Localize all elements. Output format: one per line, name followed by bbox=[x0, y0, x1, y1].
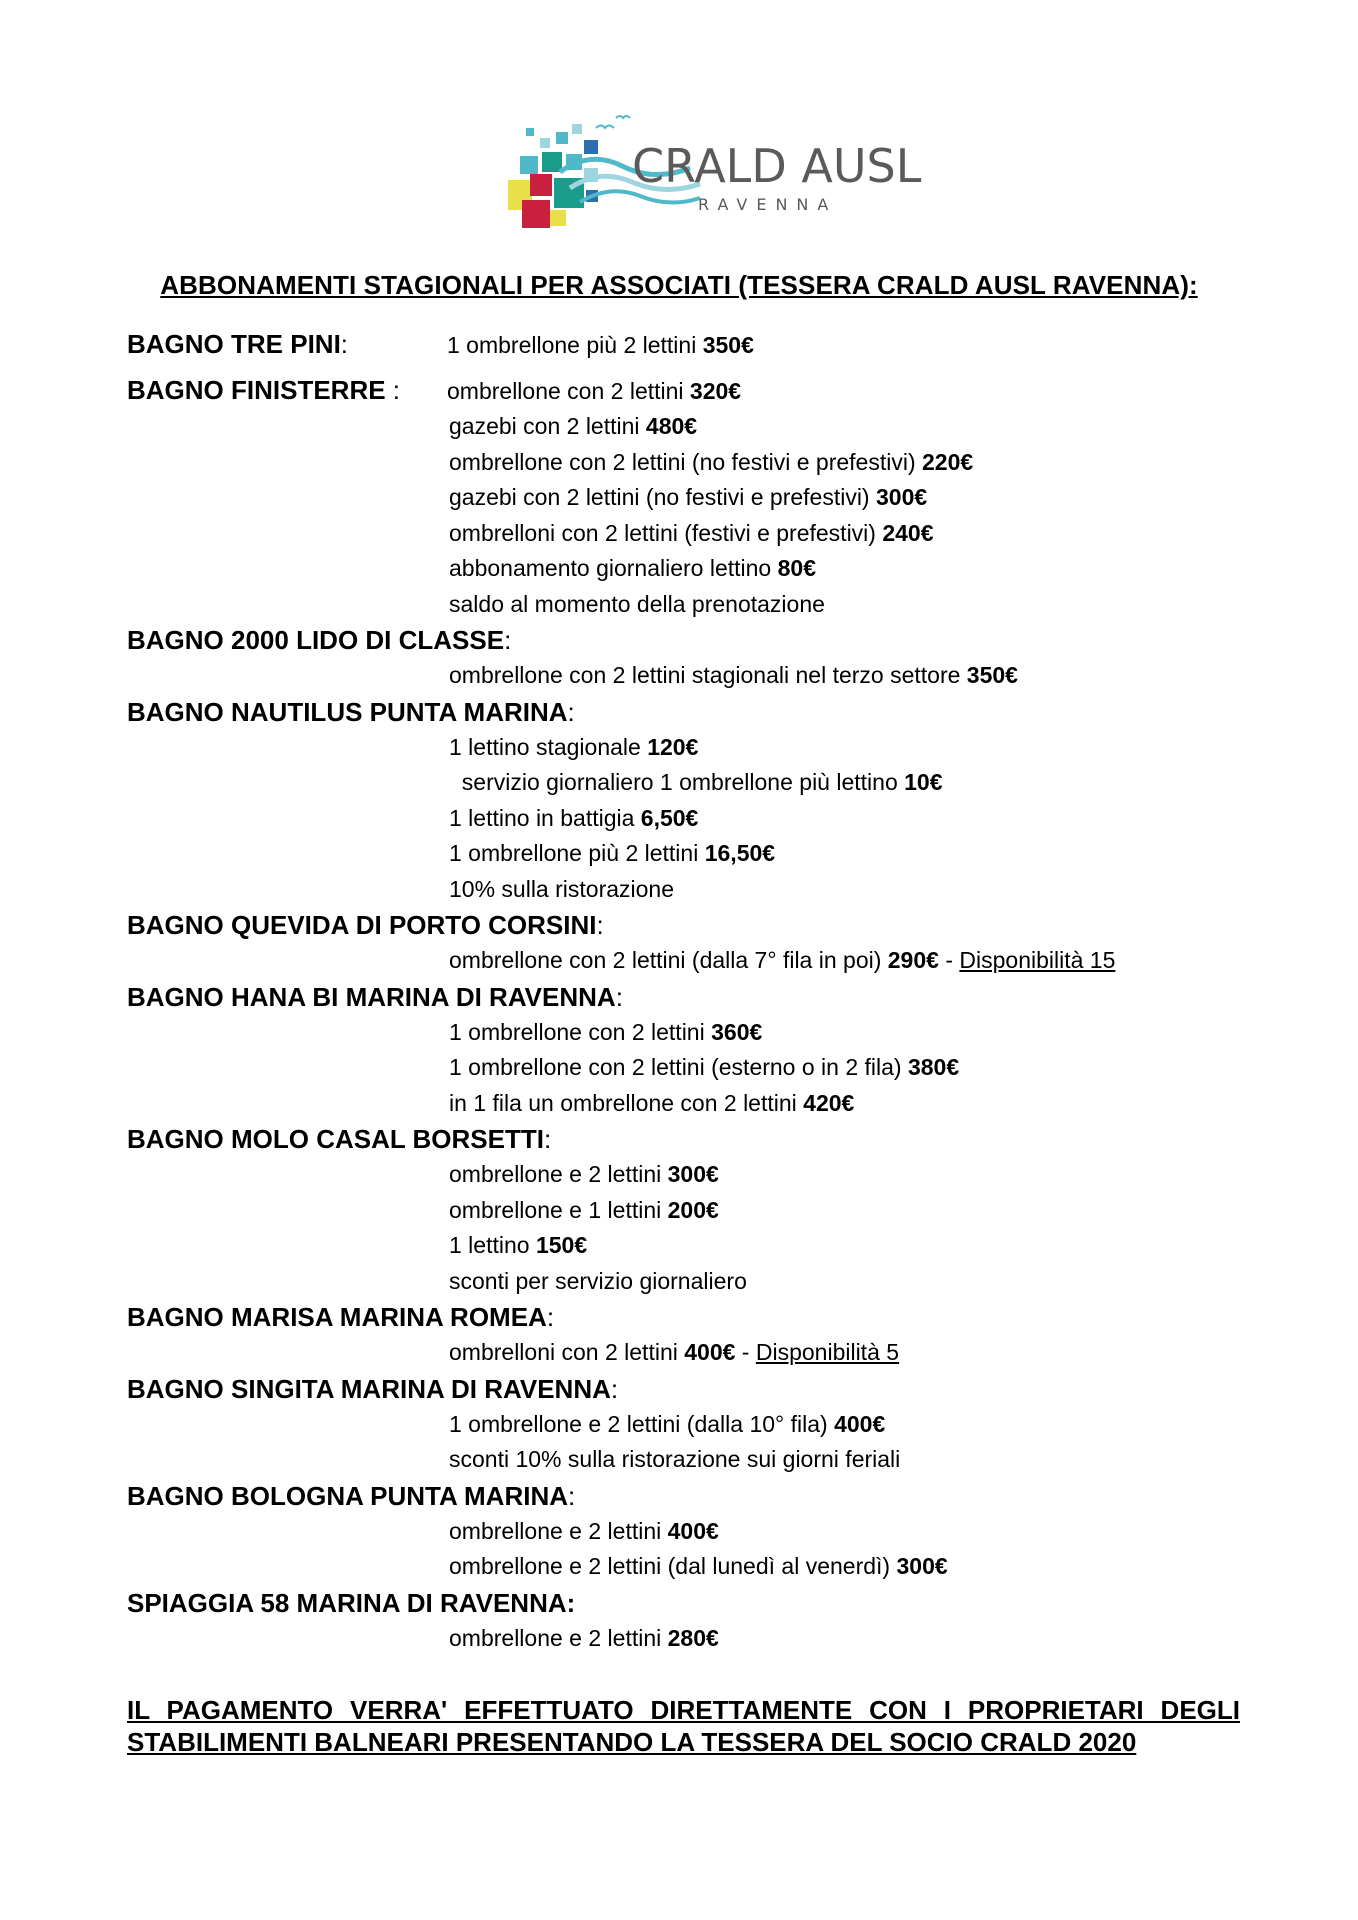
bath-name-text: BAGNO BOLOGNA PUNTA MARINA bbox=[127, 1480, 569, 1511]
bath-name-suffix: : bbox=[567, 696, 575, 727]
bath-name bbox=[127, 979, 1247, 1015]
logo-city: RAVENNA bbox=[698, 195, 838, 214]
logo-square bbox=[530, 174, 552, 196]
bath-block bbox=[127, 1585, 1247, 1657]
item-description: ombrellone e 2 lettini bbox=[449, 1517, 668, 1544]
item-description: 1 ombrellone più 2 lettini bbox=[447, 332, 703, 358]
item-price: 400€ bbox=[667, 1517, 719, 1544]
item-description: ombrellone con 2 lettini stagionali nel terzo settore bbox=[449, 662, 967, 688]
item-description: ombrellone e 2 lettini (dal lunedì al venerdì) bbox=[449, 1553, 897, 1579]
price-item bbox=[127, 872, 1247, 908]
logo-square bbox=[526, 128, 534, 136]
bath-name-text: SPIAGGIA 58 MARINA DI RAVENNA: bbox=[127, 1587, 576, 1618]
bath-name-text: BAGNO 2000 LIDO DI CLASSE bbox=[127, 625, 505, 655]
item-description: 1 lettino stagionale bbox=[449, 733, 648, 760]
logo-square bbox=[550, 210, 566, 226]
item-description: servizio giornaliero 1 ombrellone più lettino bbox=[449, 769, 905, 795]
item-description: 1 ombrellone con 2 lettini bbox=[449, 1018, 712, 1045]
bath-name bbox=[127, 326, 447, 362]
item-description: 1 ombrellone più 2 lettini bbox=[449, 840, 705, 866]
bath-name-text: BAGNO QUEVIDA DI PORTO CORSINI bbox=[127, 910, 597, 940]
item-separator: - bbox=[735, 1339, 756, 1365]
bath-block bbox=[127, 1121, 1247, 1299]
price-item bbox=[127, 1157, 1247, 1193]
bath-name-suffix: : bbox=[610, 1373, 619, 1404]
logo-square bbox=[584, 140, 598, 154]
logo-brand: CRALD AUSL bbox=[632, 139, 922, 193]
bath-name-suffix: : bbox=[340, 329, 349, 359]
price-item bbox=[447, 374, 741, 410]
price-item bbox=[127, 801, 1247, 837]
payment-notice: IL PAGAMENTO VERRA' EFFETTUATO DIRETTAMENTE CON I PROPRIETARI DEGLI STABILIMENTI BALNEARI PRESENTANDO LA TESSERA DEL SOCIO CRALD 2020 bbox=[127, 1695, 1240, 1757]
price-item bbox=[127, 1086, 1247, 1122]
bath-block bbox=[127, 694, 1247, 908]
item-price: 6,50€ bbox=[640, 804, 699, 831]
item-description: sconti 10% sulla ristorazione sui giorni feriali bbox=[449, 1446, 901, 1472]
bath-name-suffix: : bbox=[546, 1302, 555, 1332]
bath-block bbox=[127, 1299, 1247, 1371]
price-item bbox=[127, 658, 1247, 694]
bath-name-text: BAGNO HANA BI MARINA DI RAVENNA bbox=[127, 981, 616, 1012]
item-price: 420€ bbox=[803, 1089, 855, 1116]
item-price: 120€ bbox=[647, 733, 699, 760]
price-item bbox=[127, 1621, 1247, 1657]
price-item bbox=[127, 1549, 1247, 1585]
item-description: 10% sulla ristorazione bbox=[449, 875, 675, 902]
item-price: 240€ bbox=[882, 519, 934, 546]
price-item bbox=[127, 551, 1247, 587]
price-item bbox=[127, 943, 1247, 979]
bath-block bbox=[127, 979, 1247, 1122]
item-price: 80€ bbox=[777, 555, 816, 581]
logo-square bbox=[572, 124, 582, 134]
item-price: 400€ bbox=[834, 1410, 886, 1437]
price-item bbox=[127, 516, 1247, 552]
item-description: ombrellone e 1 lettini bbox=[449, 1196, 668, 1223]
price-item bbox=[127, 765, 1247, 801]
item-price: 320€ bbox=[689, 377, 742, 404]
baths-list bbox=[127, 326, 1247, 1656]
bath-name-text: BAGNO SINGITA MARINA DI RAVENNA bbox=[127, 1373, 611, 1404]
bath-name bbox=[127, 1121, 1247, 1157]
bath-name bbox=[127, 372, 447, 408]
price-item bbox=[127, 587, 1247, 623]
item-price: 350€ bbox=[966, 662, 1018, 688]
bath-name-suffix: : bbox=[568, 1480, 576, 1511]
item-description: ombrellone e 2 lettini bbox=[449, 1624, 668, 1651]
price-item bbox=[447, 328, 754, 364]
item-price: 400€ bbox=[684, 1339, 736, 1365]
bath-name bbox=[127, 694, 1247, 730]
item-description: abbonamento giornaliero lettino bbox=[449, 555, 778, 581]
logo-square bbox=[522, 200, 550, 228]
price-item bbox=[127, 836, 1247, 872]
bath-block bbox=[127, 907, 1247, 979]
logo-square bbox=[542, 152, 562, 172]
logo-square bbox=[520, 156, 538, 174]
logo-bird-icon bbox=[616, 116, 630, 118]
price-item bbox=[127, 730, 1247, 766]
item-price: 10€ bbox=[904, 769, 943, 795]
item-price: 300€ bbox=[896, 1553, 948, 1579]
price-item bbox=[127, 1514, 1247, 1550]
bath-block bbox=[127, 1478, 1247, 1585]
item-description: ombrellone con 2 lettini (dalla 7° fila in poi) bbox=[449, 947, 888, 973]
logo-square bbox=[556, 132, 568, 144]
item-price: 290€ bbox=[887, 947, 939, 973]
item-description: 1 lettino in battigia bbox=[449, 804, 641, 831]
item-description: sconti per servizio giornaliero bbox=[449, 1267, 747, 1294]
item-price: 360€ bbox=[711, 1018, 763, 1045]
price-item bbox=[127, 1442, 1247, 1478]
item-price: 220€ bbox=[922, 448, 974, 475]
bath-name-text: BAGNO MARISA MARINA ROMEA bbox=[127, 1302, 547, 1332]
bath-name bbox=[127, 1478, 1247, 1514]
price-item bbox=[127, 1335, 1247, 1371]
bath-name bbox=[127, 1299, 1247, 1335]
bath-name bbox=[127, 1585, 1247, 1621]
item-separator: - bbox=[938, 947, 960, 973]
item-price: 380€ bbox=[907, 1054, 960, 1080]
page-title: ABBONAMENTI STAGIONALI PER ASSOCIATI (TESSERA CRALD AUSL RAVENNA): bbox=[160, 270, 1198, 300]
price-item bbox=[127, 1050, 1247, 1086]
item-description: 1 ombrellone e 2 lettini (dalla 10° fila) bbox=[449, 1410, 835, 1437]
bath-name bbox=[127, 907, 1247, 943]
item-price: 480€ bbox=[645, 413, 698, 439]
bath-name-suffix: : bbox=[385, 374, 401, 405]
bath-block bbox=[127, 1371, 1247, 1478]
price-item bbox=[127, 1228, 1247, 1264]
item-description: 1 lettino bbox=[449, 1232, 536, 1258]
item-price: 200€ bbox=[667, 1196, 719, 1223]
logo-square bbox=[540, 138, 550, 148]
item-price: 350€ bbox=[702, 332, 754, 358]
bath-name bbox=[127, 1371, 1247, 1407]
price-item bbox=[127, 1015, 1247, 1051]
price-item bbox=[127, 1193, 1247, 1229]
crald-ausl-logo bbox=[500, 110, 922, 235]
item-description: saldo al momento della prenotazione bbox=[449, 590, 825, 617]
bath-name bbox=[127, 622, 1247, 658]
availability-note: Disponibilità 5 bbox=[755, 1339, 900, 1365]
bath-name-text: BAGNO MOLO CASAL BORSETTI bbox=[127, 1124, 544, 1154]
availability-note: Disponibilità 15 bbox=[959, 947, 1116, 973]
item-price: 300€ bbox=[667, 1161, 719, 1187]
bath-name-text: BAGNO TRE PINI bbox=[127, 329, 341, 359]
item-price: 280€ bbox=[667, 1624, 719, 1651]
item-description: gazebi con 2 lettini bbox=[449, 413, 646, 439]
bath-name-suffix: : bbox=[504, 625, 512, 655]
price-item bbox=[127, 480, 1247, 516]
bath-block bbox=[127, 326, 1247, 364]
item-description: ombrellone con 2 lettini bbox=[447, 377, 690, 404]
item-description: ombrellone con 2 lettini (no festivi e prefestivi) bbox=[449, 448, 922, 475]
price-item bbox=[127, 1407, 1247, 1443]
bath-block bbox=[127, 622, 1247, 694]
bath-name-suffix: : bbox=[596, 910, 604, 940]
item-price: 300€ bbox=[875, 484, 928, 510]
price-item bbox=[127, 1264, 1247, 1300]
bath-block bbox=[127, 372, 1247, 623]
bath-name-suffix: : bbox=[615, 981, 623, 1012]
item-description: 1 ombrellone con 2 lettini (esterno o in 2 fila) bbox=[449, 1054, 908, 1080]
item-description: ombrelloni con 2 lettini (festivi e prefestivi) bbox=[449, 519, 883, 546]
item-price: 16,50€ bbox=[704, 840, 776, 866]
logo-bird-icon bbox=[596, 126, 614, 129]
bath-name-text: BAGNO FINISTERRE bbox=[127, 374, 386, 405]
price-item bbox=[127, 445, 1247, 481]
item-description: ombrelloni con 2 lettini bbox=[449, 1339, 685, 1365]
item-price: 150€ bbox=[535, 1232, 588, 1258]
bath-name-text: BAGNO NAUTILUS PUNTA MARINA bbox=[127, 696, 568, 727]
bath-name-suffix: : bbox=[543, 1124, 552, 1154]
item-description: ombrellone e 2 lettini bbox=[449, 1161, 668, 1187]
price-item bbox=[127, 409, 1247, 445]
item-description: gazebi con 2 lettini (no festivi e prefestivi) bbox=[449, 484, 876, 510]
item-description: in 1 fila un ombrellone con 2 lettini bbox=[449, 1089, 804, 1116]
